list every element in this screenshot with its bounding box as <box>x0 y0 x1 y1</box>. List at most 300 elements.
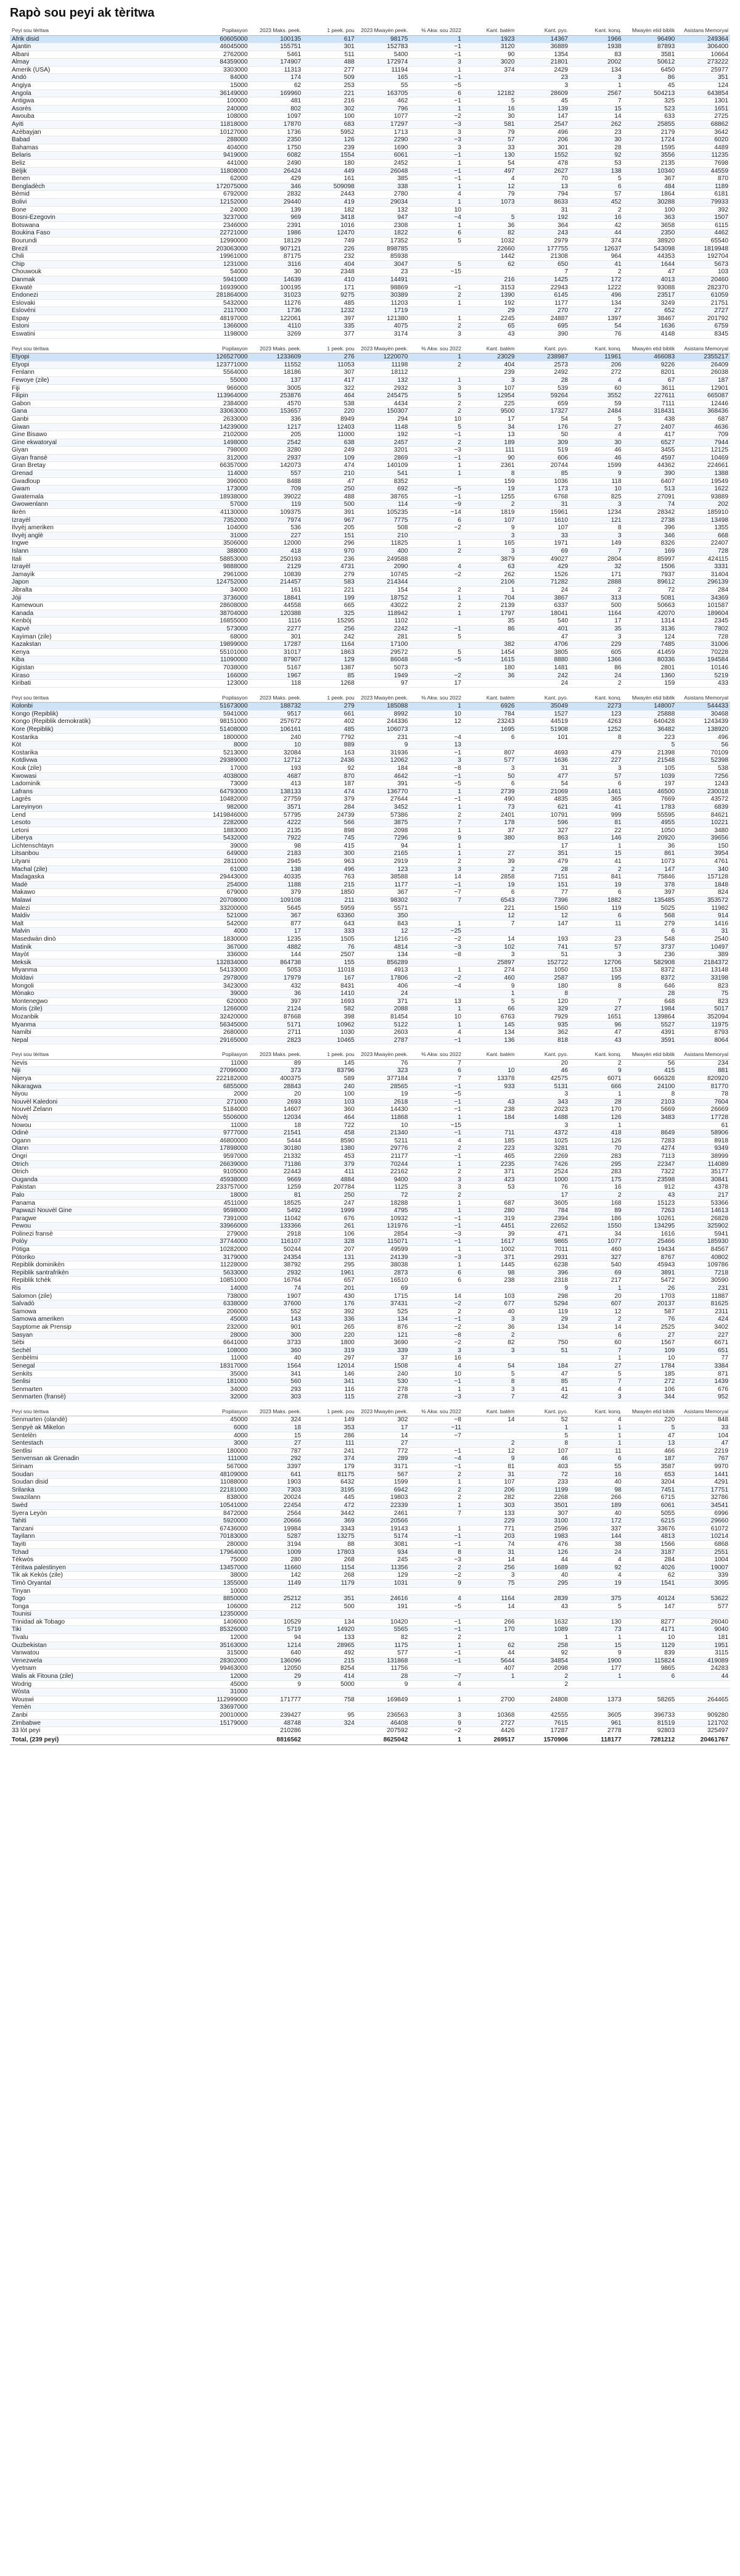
table-row[interactable] <box>10 873 730 881</box>
value-cell: 4263 <box>570 718 623 726</box>
table-row[interactable] <box>10 1447 730 1455</box>
table-row[interactable] <box>10 1416 730 1424</box>
column-header[interactable]: Peyi sou tèritwa <box>10 1051 196 1059</box>
value-cell: 1039 <box>623 772 677 780</box>
table-row[interactable] <box>10 136 730 144</box>
table-row[interactable] <box>10 447 730 455</box>
table-row[interactable] <box>10 1501 730 1509</box>
table-row[interactable] <box>10 571 730 579</box>
table-row[interactable] <box>10 323 730 331</box>
table-row[interactable] <box>10 1168 730 1176</box>
table-row[interactable] <box>10 1160 730 1168</box>
table-row[interactable] <box>10 493 730 501</box>
table-row[interactable] <box>10 331 730 339</box>
value-cell: 11 <box>570 1447 623 1455</box>
table-row[interactable] <box>10 1106 730 1114</box>
table-row[interactable] <box>10 462 730 470</box>
table-row[interactable] <box>10 680 730 688</box>
value-cell: 106073 <box>356 725 410 733</box>
table-row[interactable] <box>10 315 730 323</box>
table-row[interactable] <box>10 943 730 951</box>
column-header[interactable]: Kant. konq. <box>570 694 623 703</box>
column-header[interactable]: 2023 Maks. peek. <box>250 27 303 35</box>
table-row[interactable] <box>10 214 730 222</box>
table-row[interactable] <box>10 35 730 43</box>
table-row[interactable] <box>10 198 730 206</box>
table-row[interactable] <box>10 1424 730 1432</box>
value-cell: 239 <box>303 144 356 152</box>
table-row[interactable] <box>10 1339 730 1347</box>
table-row[interactable] <box>10 1261 730 1269</box>
table-row[interactable] <box>10 361 730 369</box>
table-row[interactable] <box>10 376 730 384</box>
table-row[interactable] <box>10 1634 730 1642</box>
column-header[interactable]: 2023 Mwayèn peek. <box>356 1051 410 1059</box>
table-row[interactable] <box>10 423 730 431</box>
table-row[interactable] <box>10 1362 730 1370</box>
table-row[interactable] <box>10 672 730 680</box>
table-row[interactable] <box>10 1121 730 1129</box>
table-row[interactable] <box>10 1688 730 1696</box>
column-header[interactable]: Asistans Memoryal <box>676 27 730 35</box>
table-row[interactable] <box>10 586 730 594</box>
table-row[interactable] <box>10 764 730 772</box>
table-row[interactable] <box>10 1378 730 1386</box>
table-row[interactable] <box>10 105 730 113</box>
table-row[interactable] <box>10 1579 730 1587</box>
table-row[interactable] <box>10 951 730 959</box>
table-row[interactable] <box>10 819 730 827</box>
value-cell: 38999 <box>676 1152 730 1160</box>
table-row[interactable] <box>10 997 730 1005</box>
column-header[interactable]: Kant. pyo. <box>517 27 570 35</box>
table-row[interactable] <box>10 1013 730 1021</box>
value-cell: 154 <box>356 586 410 594</box>
column-header[interactable]: 1 peek. pou <box>303 27 356 35</box>
column-header[interactable]: 1 peek. pou <box>303 694 356 703</box>
table-row[interactable] <box>10 260 730 268</box>
table-row[interactable] <box>10 1029 730 1037</box>
country-name-cell: Ilvyèj ameriken <box>10 524 196 532</box>
table-row[interactable] <box>10 1246 730 1254</box>
table-row[interactable] <box>10 741 730 749</box>
table-row[interactable] <box>10 1316 730 1324</box>
table-row[interactable] <box>10 516 730 524</box>
column-header[interactable]: Mwayèn etid biblik <box>623 1051 677 1059</box>
table-row[interactable] <box>10 1486 730 1494</box>
column-header[interactable]: 1 peek. pou <box>303 1051 356 1059</box>
table-row[interactable] <box>10 1564 730 1572</box>
table-row[interactable] <box>10 733 730 741</box>
table-row[interactable] <box>10 1176 730 1184</box>
table-row[interactable] <box>10 183 730 191</box>
table-row[interactable] <box>10 1036 730 1044</box>
table-row[interactable] <box>10 579 730 587</box>
column-header[interactable]: Kant. pyo. <box>517 1051 570 1059</box>
table-row[interactable] <box>10 1292 730 1300</box>
table-row[interactable] <box>10 1533 730 1541</box>
column-header[interactable]: Mwayèn etid biblik <box>623 1408 677 1416</box>
column-header[interactable]: % Akw. sou 2022 <box>409 1408 463 1416</box>
table-row[interactable] <box>10 66 730 74</box>
table-row[interactable] <box>10 648 730 656</box>
column-header[interactable]: Asistans Memoryal <box>676 345 730 353</box>
table-row[interactable] <box>10 284 730 292</box>
table-row[interactable] <box>10 1494 730 1502</box>
table-row[interactable] <box>10 1657 730 1665</box>
value-cell: 8326 <box>623 540 677 548</box>
table-row[interactable] <box>10 1673 730 1681</box>
table-row[interactable] <box>10 307 730 315</box>
table-row[interactable] <box>10 1712 730 1720</box>
table-row[interactable] <box>10 1355 730 1363</box>
table-row[interactable] <box>10 990 730 998</box>
value-cell: −1 <box>409 493 463 501</box>
value-cell: 12152000 <box>196 198 250 206</box>
column-header[interactable]: Kant. batèm <box>463 694 517 703</box>
table-row[interactable] <box>10 524 730 532</box>
table-row[interactable] <box>10 725 730 733</box>
table-row[interactable] <box>10 1595 730 1603</box>
table-row[interactable] <box>10 1463 730 1471</box>
column-header[interactable]: Kant. pyo. <box>517 694 570 703</box>
country-name-cell: Beliz <box>10 160 196 168</box>
table-row[interactable] <box>10 1005 730 1013</box>
value-cell: 1301 <box>676 97 730 105</box>
column-header[interactable]: Popilasyon <box>196 1051 250 1059</box>
table-row[interactable] <box>10 1215 730 1223</box>
table-row[interactable] <box>10 369 730 377</box>
table-row[interactable] <box>10 1370 730 1378</box>
value-cell: 171 <box>570 571 623 579</box>
column-header[interactable]: Kant. batèm <box>463 345 517 353</box>
table-row[interactable] <box>10 160 730 168</box>
value-cell: 404 <box>463 361 517 369</box>
column-header[interactable]: 2023 Mwayèn peek. <box>356 694 410 703</box>
table-row[interactable] <box>10 928 730 936</box>
table-row[interactable] <box>10 206 730 214</box>
column-header[interactable]: Asistans Memoryal <box>676 694 730 703</box>
table-row[interactable] <box>10 1199 730 1207</box>
value-cell: 114089 <box>676 1160 730 1168</box>
table-row[interactable] <box>10 788 730 796</box>
table-row[interactable] <box>10 268 730 276</box>
column-header[interactable]: 1 peek. pou <box>303 345 356 353</box>
table-row[interactable] <box>10 1611 730 1619</box>
table-row[interactable] <box>10 967 730 975</box>
table-row[interactable] <box>10 1331 730 1339</box>
table-row[interactable] <box>10 1649 730 1657</box>
table-row[interactable] <box>10 1129 730 1137</box>
column-header[interactable]: 2023 Maks. peek. <box>250 1408 303 1416</box>
value-cell: 3556 <box>623 152 677 160</box>
table-row[interactable] <box>10 912 730 920</box>
table-row[interactable] <box>10 532 730 540</box>
table-row[interactable] <box>10 253 730 261</box>
table-row[interactable] <box>10 1556 730 1564</box>
table-row[interactable] <box>10 563 730 571</box>
value-cell: 889 <box>303 741 356 749</box>
table-row[interactable] <box>10 353 730 361</box>
column-header[interactable]: 2023 Mwayèn peek. <box>356 1408 410 1416</box>
table-row[interactable] <box>10 1393 730 1402</box>
value-cell: 1 <box>409 105 463 113</box>
table-row[interactable] <box>10 1455 730 1463</box>
table-row[interactable] <box>10 439 730 447</box>
column-header[interactable]: Mwayèn etid biblik <box>623 27 677 35</box>
table-row[interactable] <box>10 97 730 105</box>
value-cell: 9 <box>409 1579 463 1587</box>
column-header[interactable]: 2023 Maks. peek. <box>250 345 303 353</box>
table-row[interactable] <box>10 175 730 183</box>
table-row[interactable] <box>10 827 730 835</box>
column-header[interactable]: Kant. konq. <box>570 345 623 353</box>
column-header[interactable]: Kant. batèm <box>463 27 517 35</box>
table-row[interactable] <box>10 811 730 819</box>
table-row[interactable] <box>10 1230 730 1238</box>
table-row[interactable] <box>10 664 730 672</box>
table-row[interactable] <box>10 703 730 711</box>
table-row[interactable] <box>10 974 730 982</box>
column-header[interactable]: Peyi sou tèritwa <box>10 1408 196 1416</box>
table-row[interactable] <box>10 74 730 82</box>
value-cell: 771 <box>463 1525 517 1533</box>
table-row[interactable] <box>10 1641 730 1649</box>
table-row[interactable] <box>10 1347 730 1355</box>
table-row[interactable] <box>10 384 730 392</box>
table-row[interactable] <box>10 276 730 284</box>
table-row[interactable] <box>10 842 730 850</box>
value-cell: 1004 <box>676 1556 730 1564</box>
table-row[interactable] <box>10 749 730 757</box>
table-row[interactable] <box>10 144 730 152</box>
table-row[interactable] <box>10 1548 730 1556</box>
table-row[interactable] <box>10 641 730 649</box>
table-row[interactable] <box>10 128 730 136</box>
table-row[interactable] <box>10 152 730 160</box>
table-row[interactable] <box>10 1509 730 1517</box>
table-row[interactable] <box>10 1191 730 1199</box>
table-row[interactable] <box>10 292 730 300</box>
table-row[interactable] <box>10 1626 730 1634</box>
value-cell: 2525 <box>623 1324 677 1332</box>
table-row[interactable] <box>10 245 730 253</box>
table-row[interactable] <box>10 1098 730 1106</box>
table-row[interactable] <box>10 959 730 967</box>
column-header[interactable]: 2023 Maks. peek. <box>250 1051 303 1059</box>
table-row[interactable] <box>10 1603 730 1611</box>
table-row[interactable] <box>10 548 730 556</box>
table-row[interactable] <box>10 1269 730 1277</box>
table-row[interactable] <box>10 1525 730 1533</box>
table-row[interactable] <box>10 59 730 67</box>
table-row[interactable] <box>10 501 730 509</box>
table-row[interactable] <box>10 454 730 462</box>
table-row[interactable] <box>10 540 730 548</box>
column-header[interactable]: 2023 Mwayèn peek. <box>356 27 410 35</box>
table-row[interactable] <box>10 1680 730 1688</box>
table-row[interactable] <box>10 509 730 517</box>
table-row[interactable] <box>10 904 730 912</box>
table-row[interactable] <box>10 470 730 478</box>
value-cell: 749 <box>303 237 356 245</box>
column-header[interactable]: % Akw. sou 2022 <box>409 27 463 35</box>
table-row[interactable] <box>10 1300 730 1308</box>
table-row[interactable] <box>10 609 730 617</box>
table-row[interactable] <box>10 1184 730 1192</box>
column-header[interactable]: 2023 Maks. peek. <box>250 694 303 703</box>
table-row[interactable] <box>10 1083 730 1091</box>
column-header[interactable]: % Akw. sou 2022 <box>409 1051 463 1059</box>
column-header[interactable]: Kant. pyo. <box>517 345 570 353</box>
table-row[interactable] <box>10 82 730 90</box>
column-header[interactable]: Popilasyon <box>196 1408 250 1416</box>
table-row[interactable] <box>10 982 730 990</box>
table-row[interactable] <box>10 237 730 245</box>
value-cell: 258 <box>517 1641 570 1649</box>
column-header[interactable]: 1 peek. pou <box>303 1408 356 1416</box>
table-row[interactable] <box>10 633 730 641</box>
table-row[interactable] <box>10 555 730 563</box>
column-header[interactable]: Asistans Memoryal <box>676 1051 730 1059</box>
table-row[interactable] <box>10 865 730 873</box>
table-row[interactable] <box>10 1059 730 1067</box>
table-row[interactable] <box>10 113 730 121</box>
table-row[interactable] <box>10 1308 730 1316</box>
table-row[interactable] <box>10 43 730 51</box>
table-row[interactable] <box>10 1618 730 1626</box>
table-row[interactable] <box>10 656 730 664</box>
table-row[interactable] <box>10 1517 730 1525</box>
table-row[interactable] <box>10 1385 730 1393</box>
table-row[interactable] <box>10 1113 730 1121</box>
column-header[interactable]: Popilasyon <box>196 694 250 703</box>
table-row[interactable] <box>10 1665 730 1673</box>
column-header[interactable]: Popilasyon <box>196 345 250 353</box>
table-row[interactable] <box>10 1719 730 1727</box>
value-cell: 1 <box>409 1479 463 1487</box>
table-row[interactable] <box>10 796 730 804</box>
table-row[interactable] <box>10 431 730 439</box>
table-row[interactable] <box>10 1440 730 1448</box>
column-header[interactable]: Kant. batèm <box>463 1051 517 1059</box>
value-cell: 27091 <box>623 493 677 501</box>
table-row[interactable] <box>10 1075 730 1083</box>
table-row[interactable] <box>10 881 730 889</box>
table-row[interactable] <box>10 625 730 633</box>
column-header[interactable]: Kant. konq. <box>570 27 623 35</box>
column-header[interactable]: Peyi sou tèritwa <box>10 694 196 703</box>
table-row[interactable] <box>10 602 730 610</box>
table-row[interactable] <box>10 1277 730 1285</box>
table-row[interactable] <box>10 1238 730 1246</box>
value-cell: 59 <box>570 400 623 408</box>
table-row[interactable] <box>10 1223 730 1231</box>
table-row[interactable] <box>10 803 730 811</box>
column-header[interactable]: Kant. konq. <box>570 1051 623 1059</box>
table-row[interactable] <box>10 221 730 229</box>
table-row[interactable] <box>10 392 730 400</box>
table-row[interactable] <box>10 1587 730 1595</box>
table-row[interactable] <box>10 167 730 175</box>
table-row[interactable] <box>10 1704 730 1712</box>
table-row[interactable] <box>10 1145 730 1153</box>
column-header[interactable]: Peyi sou tèritwa <box>10 345 196 353</box>
column-header[interactable]: % Akw. sou 2022 <box>409 345 463 353</box>
table-row[interactable] <box>10 710 730 718</box>
value-cell: 327 <box>517 827 570 835</box>
table-row[interactable] <box>10 1207 730 1215</box>
column-header[interactable]: Mwayèn etid biblik <box>623 694 677 703</box>
table-row[interactable] <box>10 1479 730 1487</box>
table-row[interactable] <box>10 1432 730 1440</box>
column-header[interactable]: Kant. pyo. <box>517 1408 570 1416</box>
table-row[interactable] <box>10 121 730 129</box>
table-row[interactable] <box>10 408 730 416</box>
table-row[interactable] <box>10 485 730 493</box>
table-row[interactable] <box>10 1285 730 1293</box>
table-row[interactable] <box>10 850 730 858</box>
column-header[interactable]: 2023 Mwayèn peek. <box>356 345 410 353</box>
table-row[interactable] <box>10 1324 730 1332</box>
column-header[interactable]: Popilasyon <box>196 27 250 35</box>
table-row[interactable] <box>10 1696 730 1704</box>
table-row[interactable] <box>10 299 730 307</box>
table-row[interactable] <box>10 617 730 625</box>
table-row[interactable] <box>10 920 730 928</box>
table-row[interactable] <box>10 1572 730 1580</box>
table-row[interactable] <box>10 889 730 897</box>
table-row[interactable] <box>10 89 730 97</box>
table-row[interactable] <box>10 936 730 944</box>
value-cell: 1566 <box>623 1540 677 1548</box>
table-row[interactable] <box>10 1152 730 1160</box>
column-header[interactable]: Kant. konq. <box>570 1408 623 1416</box>
value-cell: 11203 <box>356 299 410 307</box>
column-header[interactable]: % Akw. sou 2022 <box>409 694 463 703</box>
column-header[interactable]: Asistans Memoryal <box>676 1408 730 1416</box>
table-row[interactable] <box>10 1021 730 1029</box>
table-row[interactable] <box>10 1727 730 1735</box>
value-cell: 870 <box>303 772 356 780</box>
table-row[interactable] <box>10 897 730 905</box>
table-row[interactable] <box>10 772 730 780</box>
table-row[interactable] <box>10 718 730 726</box>
table-row[interactable] <box>10 1091 730 1099</box>
table-row[interactable] <box>10 780 730 788</box>
table-row[interactable] <box>10 51 730 59</box>
table-row[interactable] <box>10 757 730 765</box>
table-row[interactable] <box>10 1067 730 1075</box>
table-row[interactable] <box>10 594 730 602</box>
column-header[interactable]: Mwayèn etid biblik <box>623 345 677 353</box>
table-row[interactable] <box>10 477 730 485</box>
table-row[interactable] <box>10 1137 730 1145</box>
column-header[interactable]: Peyi sou tèritwa <box>10 27 196 35</box>
table-row[interactable] <box>10 858 730 866</box>
value-cell: 22454 <box>250 1501 303 1509</box>
table-row[interactable] <box>10 191 730 199</box>
value-cell: 3 <box>409 1347 463 1355</box>
table-row[interactable] <box>10 1471 730 1479</box>
table-row[interactable] <box>10 415 730 423</box>
table-row[interactable] <box>10 1540 730 1548</box>
table-row[interactable] <box>10 400 730 408</box>
column-header[interactable]: Kant. batèm <box>463 1408 517 1416</box>
table-row[interactable] <box>10 835 730 843</box>
table-row[interactable] <box>10 229 730 237</box>
table-row[interactable] <box>10 1253 730 1261</box>
